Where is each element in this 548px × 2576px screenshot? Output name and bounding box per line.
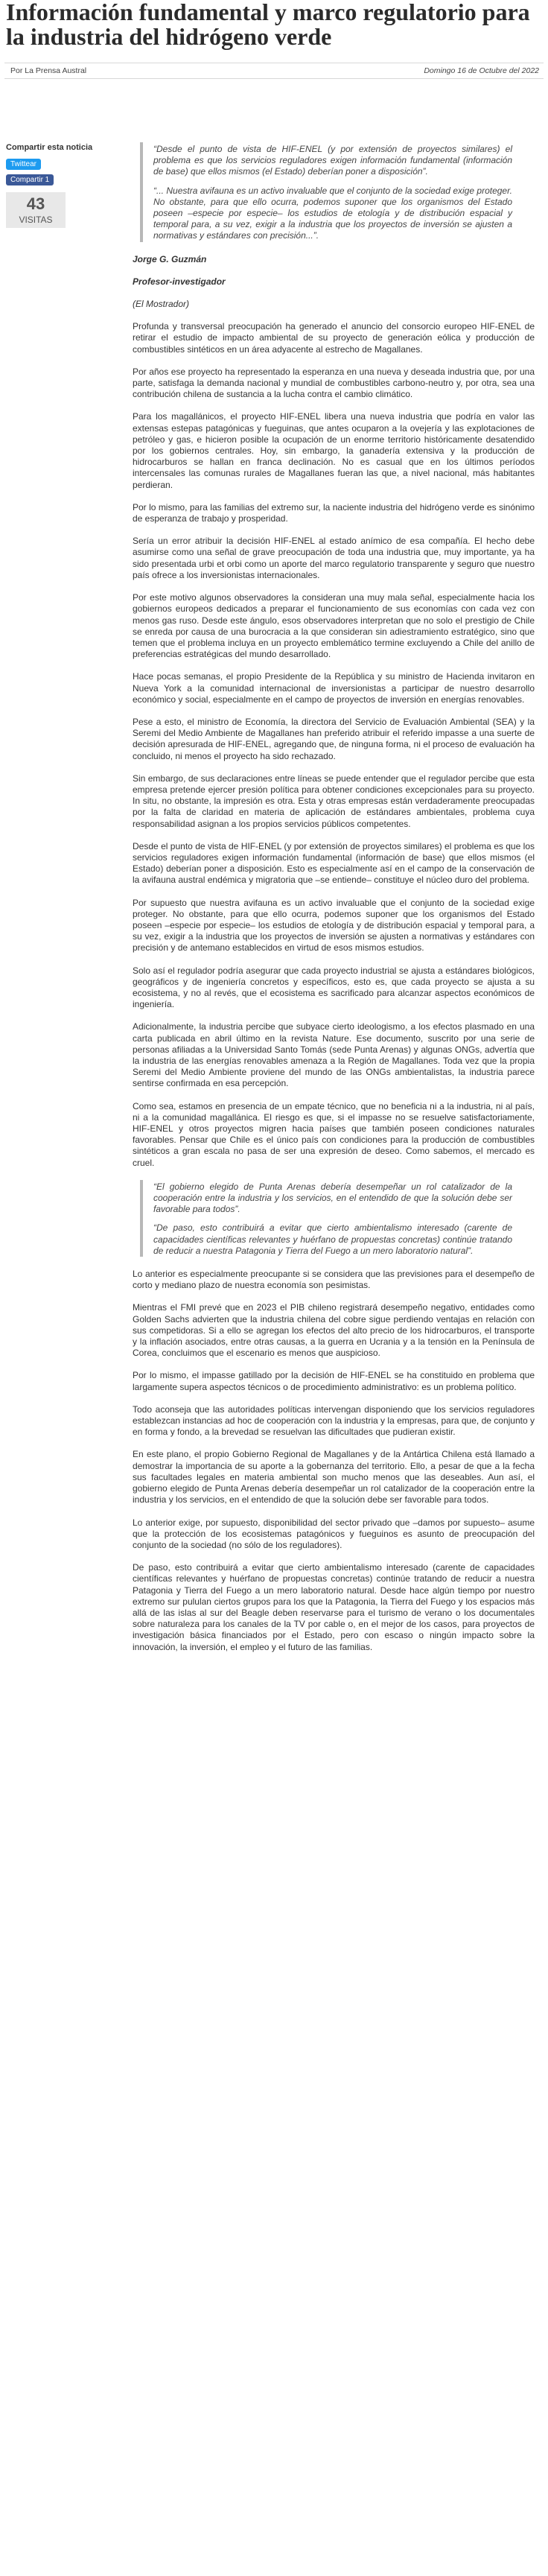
byline-title: Profesor-investigador xyxy=(133,276,226,287)
author-label: Por La Prensa Austral xyxy=(10,66,87,75)
quote-text: “Desde el punto de vista de HIF-ENEL (y por extensión de proyectos similares) el problema es que los servicios reguladores exigen información fundamental (información de base) que ellos mismos (el Estado) deberían poner a disposición”. xyxy=(153,144,512,177)
quote-text: “El gobierno elegido de Punta Arenas debería desempeñar un rol catalizador de la cooperación entre la industria y los servicios, en el entendido de que la solución debe ser favorable para todos”. xyxy=(153,1181,512,1215)
visits-label: VISITAS xyxy=(19,215,53,225)
article-paragraph: De paso, esto contribuirá a evitar que cierto ambientalismo interesado (carente de capacidades científicas relevantes y huérfano de propuestas concretas) continúe tratando de reducir a nuestra Patagonia y Tierra del Fuego a un mero laboratorio natural. Desde hace algún tiempo por nuestro extremo sur pululan ciertos grupos para los que la Patagonia, la Tierra del Fuego y los espacios más allá de las islas al sur del Beagle deben reservarse para el turismo de verano o los documentales sobre naturaleza para los canales de la TV por cable o, en el mejor de los casos, para proyectos de investigación básica financiados por el Estado, pero con escaso o ningún impacto sobre la innovación, la inversión, el empleo y el futuro de las familias. xyxy=(133,1562,535,1652)
article-meta-bar xyxy=(4,63,544,79)
visits-count: 43 xyxy=(26,194,45,213)
article-paragraph: Hace pocas semanas, el propio Presidente de la República y su ministro de Hacienda invitaron en Nueva York a la comunidad internacional de inversionistas a participar de nuestro desarrollo económico y social, especialmente en el campo de proyectos de inversión en energías renovables. xyxy=(133,671,535,705)
article-paragraph: Lo anterior es especialmente preocupante si se considera que las previsiones para el desempeño de corto y mediano plazo de nuestra economía son pesimistas. xyxy=(133,1269,535,1291)
article-paragraph: Desde el punto de vista de HIF-ENEL (y por extensión de proyectos similares) el problema es que los servicios reguladores exigen información fundamental (información de base) que ellos mismos (el Estado) deberían poner a disposición. Esto es especialmente así en el campo de la conservación de la avifauna austral endémica y migratoria que –se entiende– constituye el núcleo duro del problema. xyxy=(133,840,535,886)
quote-text: “De paso, esto contribuirá a evitar que cierto ambientalismo interesado (carente de capacidades científicas relevantes y huérfano de propuestas concretas) continúe tratando de reducir a nuestra Patagonia y Tierra del Fuego a un mero laboratorio natural”. xyxy=(153,1222,512,1256)
share-sidebar xyxy=(6,143,103,228)
visits-counter xyxy=(6,192,66,228)
page-title: Información fundamental y marco regulatorio para la industria del hidrógeno verde xyxy=(6,0,530,50)
article-paragraph: Lo anterior exige, por supuesto, disponibilidad del sector privado que –damos por supuesto– asume que la protección de los ecosistemas patagónicos y fueguinos es asunto de preocupación del conjunto de la sociedad (no sólo de los reguladores). xyxy=(133,1517,535,1550)
facebook-share-button[interactable]: Compartir 1 xyxy=(6,174,54,185)
article-paragraph: Por supuesto que nuestra avifauna es un activo invaluable que el conjunto de la sociedad exige proteger. No obstante, para que ello ocurra, podemos suponer que los organismos del Estado poseen –especie por especie– los estudios de etología y de distribución espacial y temporal para, a su vez, exigir a la industria que los proyectos de inversión se ajusten a normativas y estándares con precisión y de antemano establecidos en virtud de esos mismos estudios. xyxy=(133,897,535,954)
source-origin: (El Mostrador) xyxy=(133,299,190,310)
article-paragraph: Para los magallánicos, el proyecto HIF-ENEL libera una nueva industria que podría en valor las extensas estepas patagónicas y fueguinas, que antes ocuparon a la ovejería y las explotaciones de petróleo y gas, e hicieron posible la ocupación de un enorme territorio históricamente desatendido por los gobiernos centrales. Hoy, sin embargo, la ganadería extensiva y la producción de hidrocarburos se hallan en franca declinación. No es casual que en los últimos períodos intercensales las comunas rurales de Magallanes fueran las que, a nivel nacional, más habitantes perdieran. xyxy=(133,411,535,490)
pull-quote xyxy=(140,1180,535,1257)
article-paragraph: Por lo mismo, el impasse gatillado por la decisión de HIF-ENEL se ha constituido en problema que largamente supera aspectos técnicos o de procedimiento administrativo: es un problema político. xyxy=(133,1370,535,1392)
publish-date: Domingo 16 de Octubre del 2022 xyxy=(424,66,539,75)
share-heading: Compartir esta noticia xyxy=(6,143,93,152)
article-paragraph: Todo aconseja que las autoridades políticas intervengan disponiendo que los servicios reguladores establezcan instancias ad hoc de cooperación con la industria y la empresas, para que, de conjunto y en forma y fondo, a la brevedad se resuelvan las dificultades que pudieran existir. xyxy=(133,1403,535,1438)
article-paragraph: Por lo mismo, para las familias del extremo sur, la naciente industria del hidrógeno verde es sinónimo de esperanza de trabajo y prosperidad. xyxy=(133,501,535,524)
pull-quote xyxy=(140,142,535,242)
article-paragraph: Profunda y transversal preocupación ha generado el anuncio del consorcio europeo HIF-ENEL de retirar el estudio de impacto ambiental de su proyecto de generación eólica y producción de combustibles sintéticos en un área adyacente al estrecho de Magallanes. xyxy=(133,321,535,355)
twitter-share-button[interactable]: Twittear xyxy=(6,159,41,170)
article-paragraph: Sería un error atribuir la decisión HIF-ENEL al estado anímico de esa compañía. El hecho debe asumirse como una señal de grave preocupación de toda una industria que, muy importante, ya ha sido presentada urbi et orbi como un aporte del marco regulatorio transparente y seguro que nuestro país ofrece a los inversionistas internacionales. xyxy=(133,536,535,580)
byline-name: Jorge G. Guzmán xyxy=(133,253,207,264)
article-paragraph: Sin embargo, de sus declaraciones entre líneas se puede entender que el regulador percibe que esta empresa pretende ejercer presión política para obtener condiciones excepcionales para su proyecto. In situ, no obstante, la impresión es otra. Esta y otras empresas están verdaderamente preocupadas por la falta de claridad en materia de aplicación de estándares ambientales, problema cuya responsabilidad asignan a los propios servicios públicos competentes. xyxy=(133,773,535,829)
article-paragraph: Solo así el regulador podría asegurar que cada proyecto industrial se ajusta a estándares biológicos, geográficos y de ingeniería concretos y específicos, esto es, que cada proyecto se ajusta a su ecosistema, y no al revés, que el ecosistema es sacrificado para alcanzar aspectos económicos de ingeniería. xyxy=(133,965,535,1010)
article-paragraph: En este plano, el propio Gobierno Regional de Magallanes y de la Antártica Chilena está llamado a demostrar la importancia de su aporte a la gobernanza del territorio. Ello, a pesar de que a la fecha sus facultades legales en materia ambiental son mucho menos que las deseables. Aun así, el gobierno elegido de Punta Arenas debería desempeñar un rol catalizador de la cooperación entre la industria y los servicios, en el entendido de que la solución debe ser favorable para todos. xyxy=(133,1449,535,1506)
quote-text: “... Nuestra avifauna es un activo invaluable que el conjunto de la sociedad exige proteger. No obstante, para que ello ocurra, podemos suponer que los organismos del Estado poseen –especie por especie– los estudios de etología y de distribución espacial y temporal para, a su vez, exigir a la industria que los proyectos de inversión se ajusten a normativas y estándares con precisión...”. xyxy=(153,185,512,241)
article-paragraph: Por este motivo algunos observadores la consideran una muy mala señal, especialmente hacia los gobiernos europeos dedicados a preparar el funcionamiento de sus economías con cada vez con menos gas ruso. Desde este ángulo, esos observadores interpretan que no solo el prestigio de Chile se enreda por causa de una burocracia a la que consideran sin adiestramiento estratégico, sino que temen que el problema incluya en un proyecto emblemático termine excluyendo a Chile del anillo de preferencias estratégicas del mundo desarrollado. xyxy=(133,592,535,660)
article-paragraph: Como sea, estamos en presencia de un empate técnico, que no beneficia ni a la industria, ni al país, ni a la comunidad magallánica. El riesgo es que, si el impasse no se resuelve satisfactoriamente, HIF-ENEL y otros proyectos migren hacia países que también poseen condiciones naturales favorables. Pensar que Chile es el único país con condiciones para la producción de combustibles sintéticos a gran escala no pasa de ser una expresión de deseo. Como sabemos, el mercado es cruel. xyxy=(133,1100,535,1168)
article-paragraph: Por años ese proyecto ha representado la esperanza en una nueva y deseada industria que, por una parte, satisfaga la demanda nacional y mundial de combustibles carbono-neutro y, por otra, sea una contribución chilena de sustancia a la lucha contra el cambio climático. xyxy=(133,366,535,400)
article-body xyxy=(133,142,535,1664)
article-paragraph: Pese a esto, el ministro de Economía, la directora del Servicio de Evaluación Ambiental (SEA) y la Seremi del Medio Ambiente de Magallanes han preferido atribuir el referido impasse a una suerte de decisión apresurada de HIF-ENEL, agregando que, de ninguna forma, ni el proceso de evaluación ha concluido, ni menos el proyecto ha sido rechazado. xyxy=(133,716,535,761)
article-paragraph: Mientras el FMI prevé que en 2023 el PIB chileno registrará desempeño negativo, entidades como Golden Sachs advierten que la industria chilena del cobre sigue perdiendo ventajas en relación con sus competidoras. Si a ello se agregan los efectos del alto precio de los hidrocarburos, el transporte y la inflación asociados, entre otras causas, a la guerra en Ucrania y a la tensión en la Península de Corea, concluimos que el escenario es menos que auspicioso. xyxy=(133,1302,535,1359)
article-paragraph: Adicionalmente, la industria percibe que subyace cierto ideologismo, a los efectos plasmado en una carta publicada en abril último en la revista Nature. Ese documento, suscrito por una serie de personas afiliadas a la Universidad Santo Tomás (sede Punta Arenas) y algunas ONGs, advertía que la industria de las energías renovables amenaza a la Región de Magallanes. Toda vez que la propia Seremi del Medio Ambiente proviene del mundo de las ONGs ambientalistas, la industria parece sentirse confirmada en esa percepción. xyxy=(133,1021,535,1089)
